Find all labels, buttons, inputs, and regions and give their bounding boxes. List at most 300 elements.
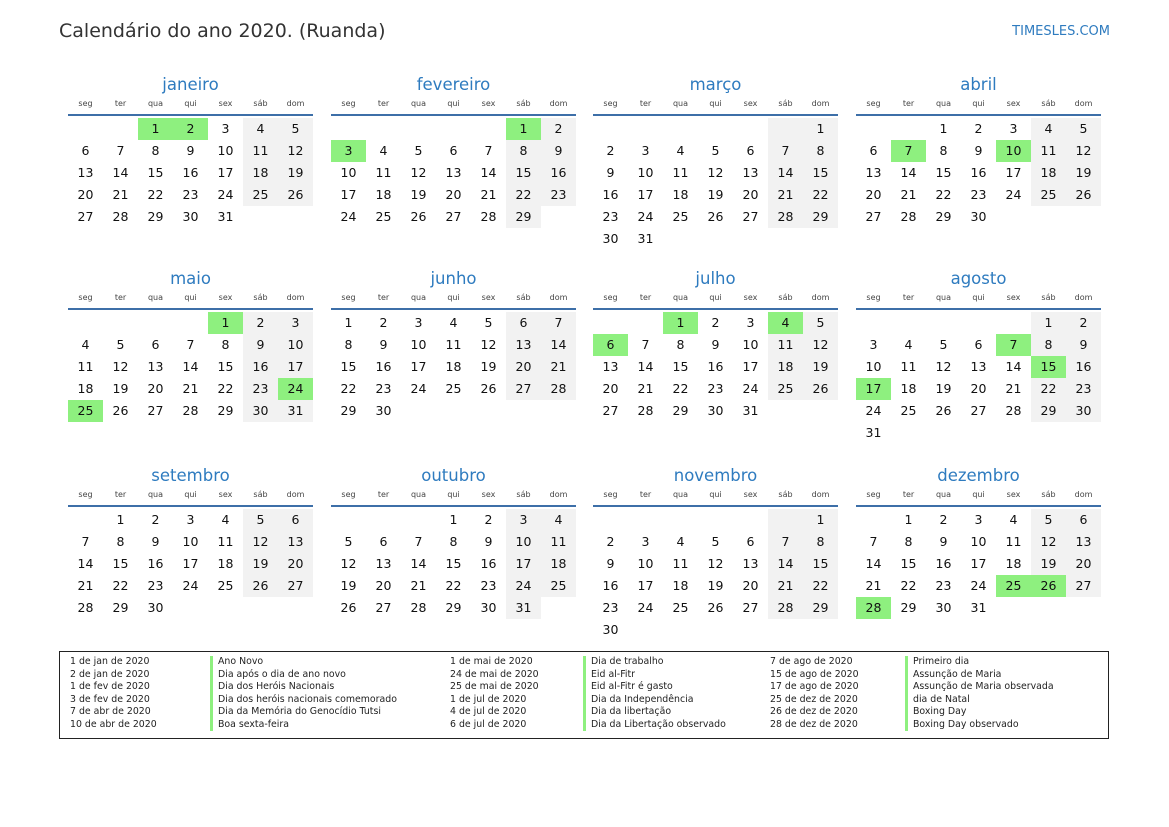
day-cell: 16 — [1066, 356, 1101, 378]
weekday-label: sex — [481, 99, 496, 108]
empty-cell — [173, 312, 208, 334]
day-cell: 19 — [935, 381, 952, 396]
legend-date: 7 de abr de 2020 — [70, 706, 151, 717]
day-cell: 3 — [221, 121, 230, 136]
day-cell: 23 — [375, 381, 392, 396]
day-cell: 11 — [900, 359, 917, 374]
month-agosto — [856, 268, 1101, 444]
day-cell: 22 — [672, 381, 689, 396]
month-janeiro — [68, 74, 313, 228]
day-cell: 20 — [865, 187, 882, 202]
weekday-label: sex — [1006, 293, 1021, 302]
day-cell: 21 — [768, 575, 803, 597]
day-cell: 8 — [221, 337, 230, 352]
legend-date: 1 de mai de 2020 — [450, 656, 533, 667]
day-cell: 28 — [1005, 403, 1022, 418]
day-cell: 16 — [935, 556, 952, 571]
weekday-header — [331, 99, 576, 116]
weekday-label: sáb — [516, 293, 531, 302]
day-cell: 3 — [331, 140, 366, 162]
weekday-label: dom — [811, 293, 830, 302]
day-cell: 5 — [1066, 118, 1101, 140]
weekday-label: sáb — [1041, 490, 1056, 499]
day-cell: 28 — [182, 403, 199, 418]
day-cell: 4 — [243, 118, 278, 140]
legend-date: 25 de dez de 2020 — [770, 693, 858, 705]
legend-holiday-name: Dia dos heróis nacionais comemorado — [210, 694, 397, 707]
weekday-label: ter — [377, 293, 390, 302]
day-cell: 9 — [606, 165, 615, 180]
day-cell: 5 — [484, 315, 493, 330]
weekday-label: ter — [639, 99, 652, 108]
empty-cell — [768, 400, 803, 422]
day-cell: 17 — [506, 553, 541, 575]
day-cell: 31 — [506, 597, 541, 619]
day-cell: 17 — [217, 165, 234, 180]
legend-holiday-name: Eid al-Fitr — [583, 669, 726, 682]
day-cell: 4 — [676, 534, 685, 549]
day-cell: 20 — [506, 356, 541, 378]
day-cell: 15 — [900, 556, 917, 571]
day-cell: 17 — [182, 556, 199, 571]
day-cell: 12 — [1066, 140, 1101, 162]
weekday-label: sáb — [516, 99, 531, 108]
weekday-label: ter — [114, 293, 127, 302]
day-cell: 25 — [375, 209, 392, 224]
day-cell: 21 — [865, 578, 882, 593]
day-cell: 17 — [340, 187, 357, 202]
day-cell: 21 — [1005, 381, 1022, 396]
day-cell: 24 — [742, 381, 759, 396]
day-cell: 8 — [1031, 334, 1066, 356]
legend-names-column — [905, 656, 1054, 731]
day-cell: 20 — [445, 187, 462, 202]
empty-cell — [68, 118, 103, 140]
day-cell: 17 — [637, 578, 654, 593]
day-cell: 18 — [1005, 556, 1022, 571]
day-cell: 15 — [1031, 356, 1066, 378]
day-cell: 29 — [900, 600, 917, 615]
month-name: dezembro — [937, 466, 1020, 485]
month-novembro — [593, 465, 838, 641]
weekday-label: ter — [114, 490, 127, 499]
day-cell: 12 — [707, 165, 724, 180]
empty-cell — [103, 312, 138, 334]
day-cell: 26 — [340, 600, 357, 615]
empty-cell — [996, 422, 1031, 444]
weekday-label: qui — [184, 293, 197, 302]
day-cell: 19 — [410, 187, 427, 202]
weekday-label: ter — [902, 293, 915, 302]
day-cell: 26 — [803, 378, 838, 400]
day-cell: 20 — [77, 187, 94, 202]
day-cell: 26 — [480, 381, 497, 396]
day-grid — [593, 509, 838, 641]
day-cell: 30 — [935, 600, 952, 615]
weekday-header — [593, 293, 838, 310]
day-cell: 30 — [1066, 400, 1101, 422]
day-cell: 16 — [541, 162, 576, 184]
day-cell: 31 — [278, 400, 313, 422]
day-grid — [593, 118, 838, 250]
empty-cell — [1031, 597, 1066, 619]
weekday-label: qua — [935, 490, 952, 499]
day-cell: 29 — [147, 209, 164, 224]
day-cell: 13 — [602, 359, 619, 374]
weekday-label: dom — [286, 490, 305, 499]
month-name: agosto — [950, 269, 1007, 288]
day-cell: 24 — [970, 578, 987, 593]
day-cell: 3 — [414, 315, 423, 330]
day-cell: 29 — [445, 600, 462, 615]
day-cell: 14 — [410, 556, 427, 571]
day-cell: 23 — [1066, 378, 1101, 400]
day-cell: 26 — [243, 575, 278, 597]
day-cell: 31 — [865, 425, 882, 440]
day-cell: 5 — [803, 312, 838, 334]
day-cell: 5 — [1031, 509, 1066, 531]
empty-cell — [698, 118, 733, 140]
legend-date: 26 de dez de 2020 — [770, 706, 858, 717]
day-cell: 2 — [541, 118, 576, 140]
empty-cell — [138, 312, 173, 334]
day-cell: 9 — [939, 534, 948, 549]
day-cell: 7 — [869, 534, 878, 549]
day-cell: 25 — [243, 184, 278, 206]
legend-holiday-name: dia de Natal — [905, 694, 1054, 707]
brand-link[interactable]: TIMESLES.COM — [1012, 24, 1110, 39]
weekday-label: sáb — [1041, 293, 1056, 302]
day-cell: 5 — [711, 534, 720, 549]
day-cell: 15 — [506, 162, 541, 184]
legend-date: 6 de jul de 2020 — [450, 718, 527, 730]
day-cell: 17 — [410, 359, 427, 374]
day-grid — [856, 118, 1101, 228]
empty-cell — [926, 422, 961, 444]
day-cell: 26 — [1066, 184, 1101, 206]
day-cell: 24 — [278, 378, 313, 400]
day-cell: 9 — [974, 143, 983, 158]
day-cell: 13 — [970, 359, 987, 374]
day-cell: 17 — [742, 359, 759, 374]
legend-date: 7 de ago de 2020 — [770, 656, 853, 667]
day-cell: 11 — [1005, 534, 1022, 549]
weekday-label: ter — [902, 490, 915, 499]
day-cell: 4 — [676, 143, 685, 158]
empty-cell — [698, 228, 733, 250]
legend-holiday-name: Dia após o dia de ano novo — [210, 669, 397, 682]
day-cell: 11 — [672, 556, 689, 571]
day-grid — [68, 118, 313, 228]
day-cell: 29 — [1031, 400, 1066, 422]
weekday-label: seg — [603, 293, 618, 302]
day-cell: 2 — [711, 315, 720, 330]
legend-date: 2 de jan de 2020 — [70, 668, 150, 680]
day-cell: 4 — [541, 509, 576, 531]
weekday-label: ter — [639, 490, 652, 499]
day-cell: 27 — [742, 600, 759, 615]
day-cell: 3 — [641, 534, 650, 549]
legend-date: 4 de jul de 2020 — [450, 706, 527, 717]
legend-dates-column — [770, 656, 859, 731]
legend-names-column — [210, 656, 397, 731]
empty-cell — [173, 597, 208, 619]
day-cell: 15 — [147, 165, 164, 180]
day-cell: 16 — [970, 165, 987, 180]
weekday-header — [331, 490, 576, 507]
day-cell: 15 — [217, 359, 234, 374]
day-grid — [331, 118, 576, 228]
day-cell: 27 — [375, 600, 392, 615]
day-cell: 30 — [707, 403, 724, 418]
day-cell: 1 — [449, 512, 458, 527]
legend-holiday-name: Primeiro dia — [905, 656, 1054, 669]
day-cell: 18 — [541, 553, 576, 575]
day-cell: 9 — [484, 534, 493, 549]
day-cell: 4 — [221, 512, 230, 527]
day-cell: 13 — [375, 556, 392, 571]
empty-cell — [593, 312, 628, 334]
month-dezembro — [856, 465, 1101, 619]
month-name: julho — [695, 269, 736, 288]
day-cell: 23 — [602, 600, 619, 615]
day-cell: 25 — [768, 378, 803, 400]
empty-cell — [471, 400, 506, 422]
weekday-label: seg — [866, 293, 881, 302]
day-grid — [331, 509, 576, 619]
weekday-label: sex — [481, 490, 496, 499]
day-cell: 9 — [711, 337, 720, 352]
day-cell: 8 — [344, 337, 353, 352]
day-cell: 27 — [506, 378, 541, 400]
day-cell: 2 — [606, 143, 615, 158]
day-cell: 14 — [900, 165, 917, 180]
day-cell: 27 — [865, 209, 882, 224]
empty-cell — [243, 206, 278, 228]
day-cell: 6 — [1066, 509, 1101, 531]
day-cell: 9 — [379, 337, 388, 352]
day-cell: 23 — [602, 209, 619, 224]
day-cell: 4 — [1009, 512, 1018, 527]
day-cell: 30 — [147, 600, 164, 615]
day-cell: 18 — [375, 187, 392, 202]
day-cell: 19 — [278, 162, 313, 184]
weekday-label: sáb — [1041, 99, 1056, 108]
day-cell: 4 — [81, 337, 90, 352]
day-cell: 1 — [803, 509, 838, 531]
day-cell: 24 — [182, 578, 199, 593]
empty-cell — [401, 509, 436, 531]
day-cell: 17 — [1005, 165, 1022, 180]
day-cell: 19 — [480, 359, 497, 374]
weekday-header — [331, 293, 576, 310]
weekday-label: sex — [743, 293, 758, 302]
day-cell: 10 — [637, 556, 654, 571]
empty-cell — [733, 228, 768, 250]
day-cell: 28 — [637, 403, 654, 418]
day-cell: 7 — [768, 140, 803, 162]
day-cell: 5 — [414, 143, 423, 158]
day-cell: 25 — [68, 400, 103, 422]
day-cell: 24 — [865, 403, 882, 418]
day-cell: 23 — [541, 184, 576, 206]
day-cell: 7 — [891, 140, 926, 162]
day-cell: 11 — [672, 165, 689, 180]
weekday-label: qui — [972, 490, 985, 499]
day-cell: 10 — [182, 534, 199, 549]
day-grid — [856, 509, 1101, 619]
empty-cell — [996, 312, 1031, 334]
weekday-label: dom — [1074, 490, 1093, 499]
day-cell: 11 — [1031, 140, 1066, 162]
month-name: abril — [960, 75, 997, 94]
day-cell: 7 — [641, 337, 650, 352]
weekday-label: dom — [286, 99, 305, 108]
month-julho — [593, 268, 838, 422]
day-cell: 14 — [768, 162, 803, 184]
weekday-label: sáb — [253, 293, 268, 302]
day-cell: 27 — [602, 403, 619, 418]
weekday-label: qua — [147, 490, 164, 499]
day-cell: 10 — [278, 334, 313, 356]
month-maio — [68, 268, 313, 422]
weekday-label: qui — [709, 490, 722, 499]
empty-cell — [628, 509, 663, 531]
day-cell: 12 — [935, 359, 952, 374]
day-cell: 27 — [445, 209, 462, 224]
empty-cell — [366, 509, 401, 531]
weekday-label: dom — [286, 293, 305, 302]
weekday-label: seg — [603, 490, 618, 499]
day-cell: 11 — [445, 337, 462, 352]
day-cell: 14 — [480, 165, 497, 180]
day-cell: 13 — [742, 556, 759, 571]
legend-dates-column — [450, 656, 539, 731]
empty-cell — [1066, 206, 1101, 228]
empty-cell — [698, 509, 733, 531]
weekday-label: qua — [147, 293, 164, 302]
day-cell: 12 — [707, 556, 724, 571]
month-name: março — [689, 75, 742, 94]
weekday-header — [856, 490, 1101, 507]
weekday-label: qui — [447, 490, 460, 499]
day-cell: 19 — [340, 578, 357, 593]
day-cell: 11 — [375, 165, 392, 180]
weekday-label: dom — [1074, 293, 1093, 302]
day-cell: 16 — [182, 165, 199, 180]
day-grid — [68, 312, 313, 422]
day-cell: 10 — [970, 534, 987, 549]
weekday-label: dom — [811, 99, 830, 108]
day-cell: 20 — [278, 553, 313, 575]
empty-cell — [331, 509, 366, 531]
day-cell: 10 — [506, 531, 541, 553]
day-cell: 27 — [970, 403, 987, 418]
month-abril — [856, 74, 1101, 228]
month-name: outubro — [421, 466, 486, 485]
day-cell: 22 — [900, 578, 917, 593]
weekday-label: qua — [410, 293, 427, 302]
day-cell: 16 — [602, 578, 619, 593]
day-cell: 31 — [742, 403, 759, 418]
weekday-label: qua — [672, 490, 689, 499]
empty-cell — [768, 619, 803, 641]
empty-cell — [663, 509, 698, 531]
day-cell: 7 — [484, 143, 493, 158]
day-cell: 2 — [243, 312, 278, 334]
day-cell: 3 — [746, 315, 755, 330]
day-cell: 1 — [208, 312, 243, 334]
day-cell: 26 — [707, 600, 724, 615]
day-cell: 14 — [541, 334, 576, 356]
empty-cell — [663, 619, 698, 641]
day-cell: 3 — [869, 337, 878, 352]
day-cell: 6 — [869, 143, 878, 158]
empty-cell — [103, 118, 138, 140]
day-cell: 1 — [506, 118, 541, 140]
day-cell: 13 — [1066, 531, 1101, 553]
day-cell: 27 — [147, 403, 164, 418]
empty-cell — [541, 206, 576, 228]
day-cell: 13 — [742, 165, 759, 180]
day-cell: 7 — [541, 312, 576, 334]
day-cell: 8 — [449, 534, 458, 549]
day-cell: 26 — [1031, 575, 1066, 597]
day-cell: 29 — [935, 209, 952, 224]
day-cell: 26 — [935, 403, 952, 418]
weekday-label: qui — [709, 99, 722, 108]
weekday-label: sex — [743, 490, 758, 499]
empty-cell — [1031, 206, 1066, 228]
day-cell: 5 — [278, 118, 313, 140]
month-name: setembro — [151, 466, 230, 485]
page-title: Calendário do ano 2020. (Ruanda) — [59, 20, 386, 42]
day-cell: 25 — [672, 209, 689, 224]
day-cell: 14 — [768, 553, 803, 575]
day-cell: 6 — [81, 143, 90, 158]
weekday-label: ter — [377, 99, 390, 108]
legend-date: 15 de ago de 2020 — [770, 668, 859, 680]
day-cell: 17 — [970, 556, 987, 571]
day-cell: 3 — [974, 512, 983, 527]
day-cell: 6 — [974, 337, 983, 352]
day-cell: 17 — [278, 356, 313, 378]
day-cell: 4 — [768, 312, 803, 334]
day-cell: 28 — [768, 206, 803, 228]
weekday-label: qua — [410, 99, 427, 108]
day-cell: 5 — [243, 509, 278, 531]
weekday-label: qua — [935, 99, 952, 108]
legend-holiday-name: Assunção de Maria observada — [905, 681, 1054, 694]
day-grid — [68, 509, 313, 619]
day-cell: 29 — [803, 206, 838, 228]
legend-holiday-name: Dia de trabalho — [583, 656, 726, 669]
weekday-label: seg — [866, 490, 881, 499]
weekday-header — [68, 490, 313, 507]
empty-cell — [628, 619, 663, 641]
empty-cell — [768, 228, 803, 250]
weekday-label: sáb — [253, 490, 268, 499]
day-cell: 6 — [506, 312, 541, 334]
day-cell: 13 — [77, 165, 94, 180]
day-cell: 27 — [1066, 575, 1101, 597]
day-cell: 19 — [707, 578, 724, 593]
day-cell: 1 — [1031, 312, 1066, 334]
day-cell: 6 — [379, 534, 388, 549]
day-cell: 25 — [672, 600, 689, 615]
weekday-label: sáb — [778, 490, 793, 499]
day-cell: 18 — [1031, 162, 1066, 184]
